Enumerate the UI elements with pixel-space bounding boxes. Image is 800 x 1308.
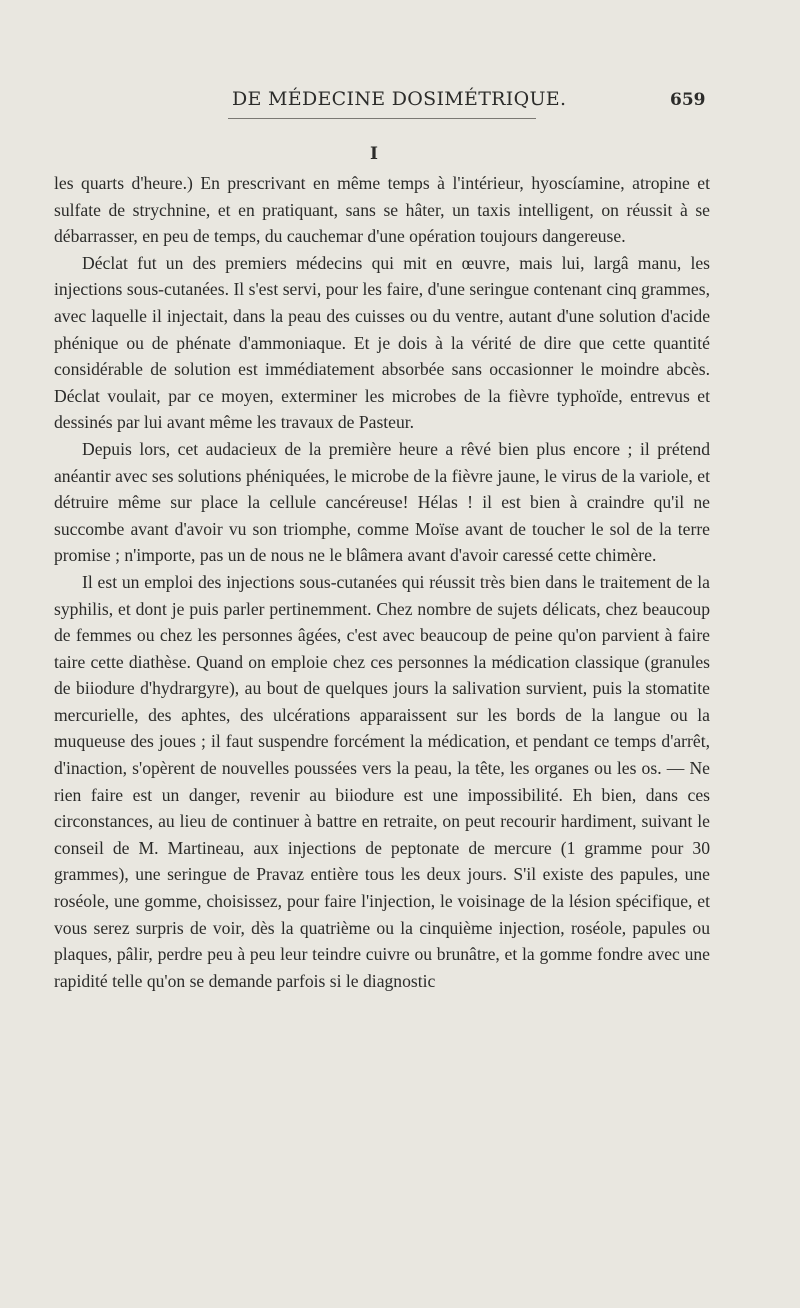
running-title: DE MÉDECINE DOSIMÉTRIQUE. [232,88,567,110]
paragraph-3: Depuis lors, cet audacieux de la première heure a rêvé bien plus encore ; il prétend anéantir avec ses solutions phéniquées, le microbe de la fièvre jaune, le virus de la variole, et détruire même sur place la cellule cancéreuse! Hélas ! il est bien à craindre qu'il ne succombe avant d'avoir vu son triomphe, comme Moïse avant de toucher le sol de la terre promise ; n'importe, pas un de nous ne le blâmera avant d'avoir caressé cette chimère. [54,438,710,566]
running-head [0,88,800,118]
signature-mark: I [370,144,378,164]
page-number: 659 [670,90,706,110]
body-text [54,170,710,994]
header-rule [228,118,536,119]
paragraph-1: les quarts d'heure.) En prescrivant en même temps à l'intérieur, hyoscíamine, atropine et sulfate de strychnine, et en pratiquant, sans se hâter, un taxis intelligent, on réussit à se débarrasser, en peu de temps, du cauchemar d'une opération toujours dangereuse. [54,173,710,247]
paragraph-4: Il est un emploi des injections sous-cutanées qui réussit très bien dans le traitement de la syphilis, et dont je puis parler pertinemment. Chez nombre de sujets délicats, chez beaucoup de femmes ou chez les personnes âgées, c'est avec beaucoup de peine qu'on parvient à faire taire cette diathèse. Quand on emploie chez ces personnes la médication classique (granules de biiodure d'hydrargyre), au bout de quelques jours la salivation survient, puis la stomatite mercurielle, des aphtes, des ulcérations apparaissent sur les bords de la langue ou la muqueuse des joues ; il faut suspendre forcément la médication, et pendant ce temps d'arrêt, d'inaction, s'opèrent de nouvelles poussées vers la peau, la tête, les organes ou les os. — Ne rien faire est un danger, revenir au biiodure est une impossibilité. Eh bien, dans ces circonstances, au lieu de continuer à battre en retraite, on peut recourir hardiment, suivant le conseil de M. Martineau, aux injections de peptonate de mercure (1 gramme pour 30 grammes), une seringue de Pravaz entière tous les deux jours. S'il existe des papules, une roséole, une gomme, choisissez, pour faire l'injection, le voisinage de la lésion spécifique, et vous serez surpris de voir, dès la quatrième ou la cinquième injection, roséole, papules ou plaques, pâlir, perdre peu à peu leur teindre cuivre ou brunâtre, et la gomme fondre avec une rapidité telle qu'on se demande parfois si le diagnostic [54,571,710,991]
paragraph-2: Déclat fut un des premiers médecins qui mit en œuvre, mais lui, largâ manu, les injections sous-cutanées. Il s'est servi, pour les faire, d'une seringue contenant cinq grammes, avec laquelle il injectait, dans la peau des cuisses ou du ventre, autant d'une solution d'acide phénique ou de phénate d'ammoniaque. Et je dois à la vérité de dire que cette quantité considérable de solution est immédiatement absorbée sans occasionner le moindre abcès. Déclat voulait, par ce moyen, exterminer les microbes de la fièvre typhoïde, entrevus et dessinés par lui avant même les travaux de Pasteur. [54,252,710,433]
